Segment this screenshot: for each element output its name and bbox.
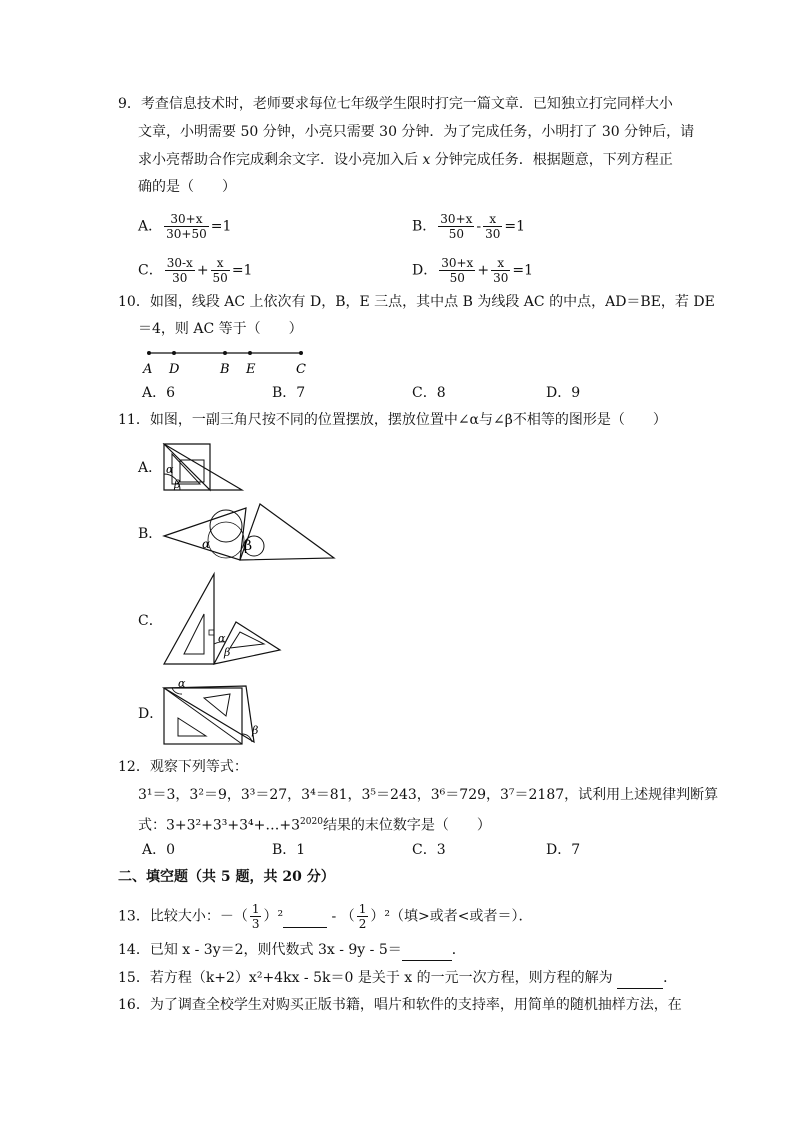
q12-option-c: C．3 xyxy=(412,842,446,858)
q10-line1: 10．如图，线段 AC 上依次有 D，B，E 三点，其中点 B 为线段 AC 的中点，AD＝BE，若 DE xyxy=(118,294,715,310)
q9-line3: 求小亮帮助合作完成剩余文字．设小亮加入后 x 分钟完成任务．根据题意，下列方程正 xyxy=(138,152,673,168)
q9-option-b: B． $\frac{30+x}{50}$ - $\frac{x}{30}$ =1 xyxy=(412,212,526,241)
beta-label: β xyxy=(244,538,253,554)
point-c-label: C xyxy=(296,362,306,377)
q11-label-c: C． xyxy=(138,613,163,629)
q12-line2: 3¹＝3，3²＝9，3³＝27，3⁴＝81，3⁵＝243，3⁶＝729，3⁷＝2187，试利用上述规律判断算 xyxy=(138,787,719,803)
q13-blank[interactable] xyxy=(283,907,327,928)
q9-line1: 9．考查信息技术时，老师要求每位七年级学生限时打完一篇文章．已知独立打完同样大小 xyxy=(118,96,673,112)
q11-figure-a xyxy=(160,440,250,495)
point-a-dot xyxy=(147,351,151,355)
q9-option-d: D． $\frac{30+x}{50}$ + $\frac{x}{30}$ =1 xyxy=(412,256,533,285)
q10-segment-figure xyxy=(140,345,320,380)
q11-line1: 11．如图，一副三角尺按不同的位置摆放，摆放位置中∠α与∠β不相等的图形是（ ） xyxy=(118,412,667,428)
q11-label-d: D． xyxy=(138,706,164,722)
alpha-label: α xyxy=(178,677,186,690)
q12-option-a: A．0 xyxy=(142,842,176,858)
q9-line4: 确的是（ ） xyxy=(138,179,236,195)
beta-label: β xyxy=(174,478,181,491)
q16-line1: 16．为了调查全校学生对购买正版书籍，唱片和软件的支持率，用简单的随机抽样方法，在 xyxy=(118,997,682,1013)
point-c-dot xyxy=(299,351,303,355)
point-d-dot xyxy=(172,351,176,355)
q12-line3: 式：$3+3^2+3^3+3^4+\dots+3^{2020}$结果的末位数字是（ ） xyxy=(138,817,491,834)
point-e-label: E xyxy=(246,362,256,377)
q12-line1: 12．观察下列等式： xyxy=(118,759,248,775)
q15-line: 15．若方程（k+2）x²+4kx - 5k＝0 是关于 x 的一元一次方程，则方程的解为 ． xyxy=(118,968,677,989)
q12-option-d: D．7 xyxy=(546,842,581,858)
q10-option-b: B．7 xyxy=(272,385,306,401)
q11-label-b: B． xyxy=(138,526,163,542)
section-heading: 二、填空题（共 5 题，共 20 分） xyxy=(118,869,335,885)
q11-label-a: A． xyxy=(138,460,163,476)
q14-blank[interactable] xyxy=(402,940,452,961)
alpha-label: α xyxy=(218,632,226,645)
q11-figure-c xyxy=(160,570,285,670)
q12-option-b: B．1 xyxy=(272,842,306,858)
point-e-dot xyxy=(248,351,252,355)
q9-line2: 文章，小明需要 50 分钟，小亮只需要 30 分钟．为了完成任务，小明打了 30 分钟后，请 xyxy=(138,124,695,140)
beta-label: β xyxy=(252,724,259,737)
beta-label: β xyxy=(224,646,231,659)
q9-option-c: C． $\frac{30-x}{30}$ + $\frac{x}{50}$ =1 xyxy=(138,256,253,285)
q14-line: 14．已知 x - 3y＝2，则代数式 3x - 9y - 5＝ ． xyxy=(118,940,466,961)
alpha-label: α xyxy=(202,537,211,551)
q10-option-d: D．9 xyxy=(546,385,581,401)
q11-figure-d xyxy=(160,676,270,751)
q10-option-c: C．8 xyxy=(412,385,446,401)
point-b-dot xyxy=(223,351,227,355)
q13-line: 13．比较大小：－（ $\frac{1}{3}$ ）² - （ $\frac{1}{2}$ ）²（填>或者<或者＝）． xyxy=(118,902,533,931)
q11-figure-b xyxy=(160,500,340,565)
point-a-label: A xyxy=(143,362,153,377)
q10-line2: ＝4，则 AC 等于（ ） xyxy=(138,321,303,337)
q10-option-a: A．6 xyxy=(142,385,176,401)
point-b-label: B xyxy=(220,362,230,377)
point-d-label: D xyxy=(169,362,180,377)
alpha-label: α xyxy=(166,463,174,476)
q9-option-a: A． $\frac{30+x}{30+50}$ =1 xyxy=(138,212,232,241)
q15-blank[interactable] xyxy=(617,968,663,989)
